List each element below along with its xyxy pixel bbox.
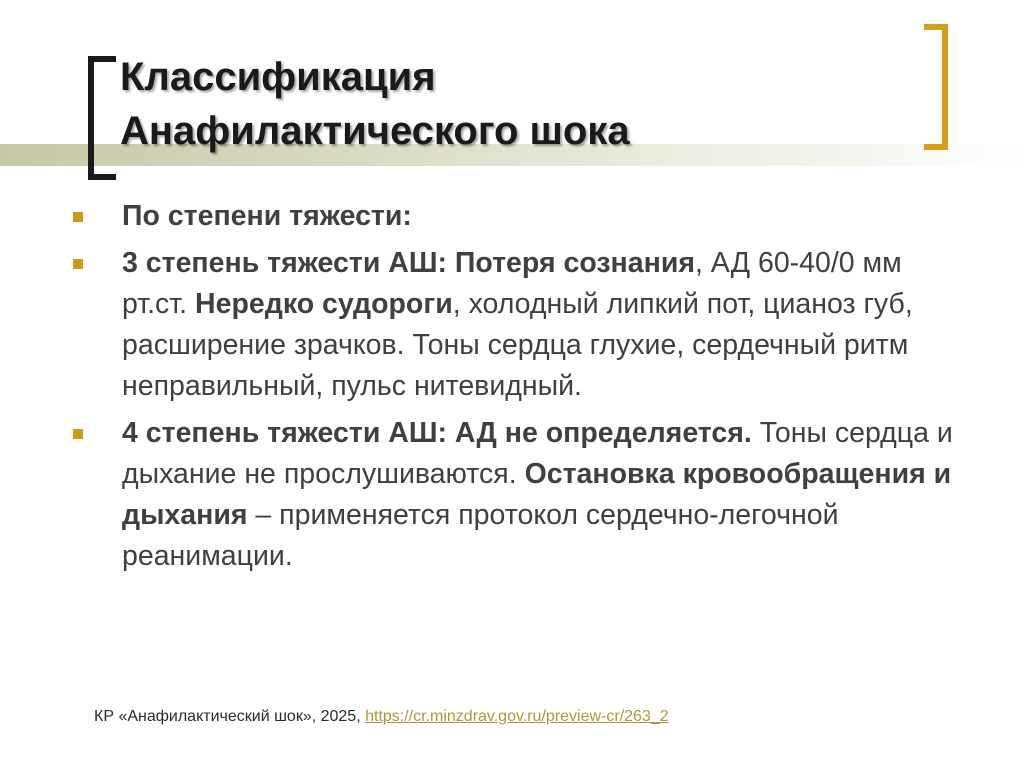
bullet-item	[70, 243, 970, 407]
bullet-marker-icon	[73, 212, 83, 222]
right-bracket-decoration	[924, 24, 948, 150]
bullet-item	[70, 413, 970, 577]
bullet-heading: По степени тяжести:	[122, 200, 412, 232]
source-link[interactable]: https://cr.minzdrav.gov.ru/preview-cr/263_2	[365, 708, 669, 725]
bullet-item	[70, 196, 970, 237]
bullet-bold-text: 4 степень тяжести АШ: АД не определяется.	[122, 417, 752, 449]
bullet-bold-text: Нередко судороги	[195, 288, 453, 320]
bullet-text: , АД 60-40/0 мм рт.ст.	[122, 247, 902, 320]
left-bracket-arms	[94, 56, 116, 180]
bullet-text: Тоны сердца и дыхание не прослушиваются.	[122, 417, 953, 490]
bullet-marker-icon	[73, 259, 83, 269]
footer-text: КР «Анафилактический шок», 2025,	[94, 708, 366, 725]
slide-title	[120, 50, 900, 158]
bullet-list	[70, 196, 970, 577]
bullet-text: , холодный липкий пот, цианоз губ, расширение зрачков. Тоны сердца глухие, сердечный ритм неправильный, пульс нитевидный.	[122, 288, 913, 402]
bullet-marker-icon	[73, 429, 83, 439]
bullet-bold-text: 3 степень тяжести АШ: Потеря сознания	[122, 247, 695, 279]
bullet-text: – применяется протокол сердечно-легочной реанимации.	[122, 499, 839, 572]
title-line-2: Анафилактического шока	[120, 109, 630, 153]
bullet-bold-text: Остановка кровообращения и дыхания	[122, 458, 952, 531]
title-line-1: Классификация	[120, 55, 436, 99]
footer-citation	[94, 708, 669, 726]
